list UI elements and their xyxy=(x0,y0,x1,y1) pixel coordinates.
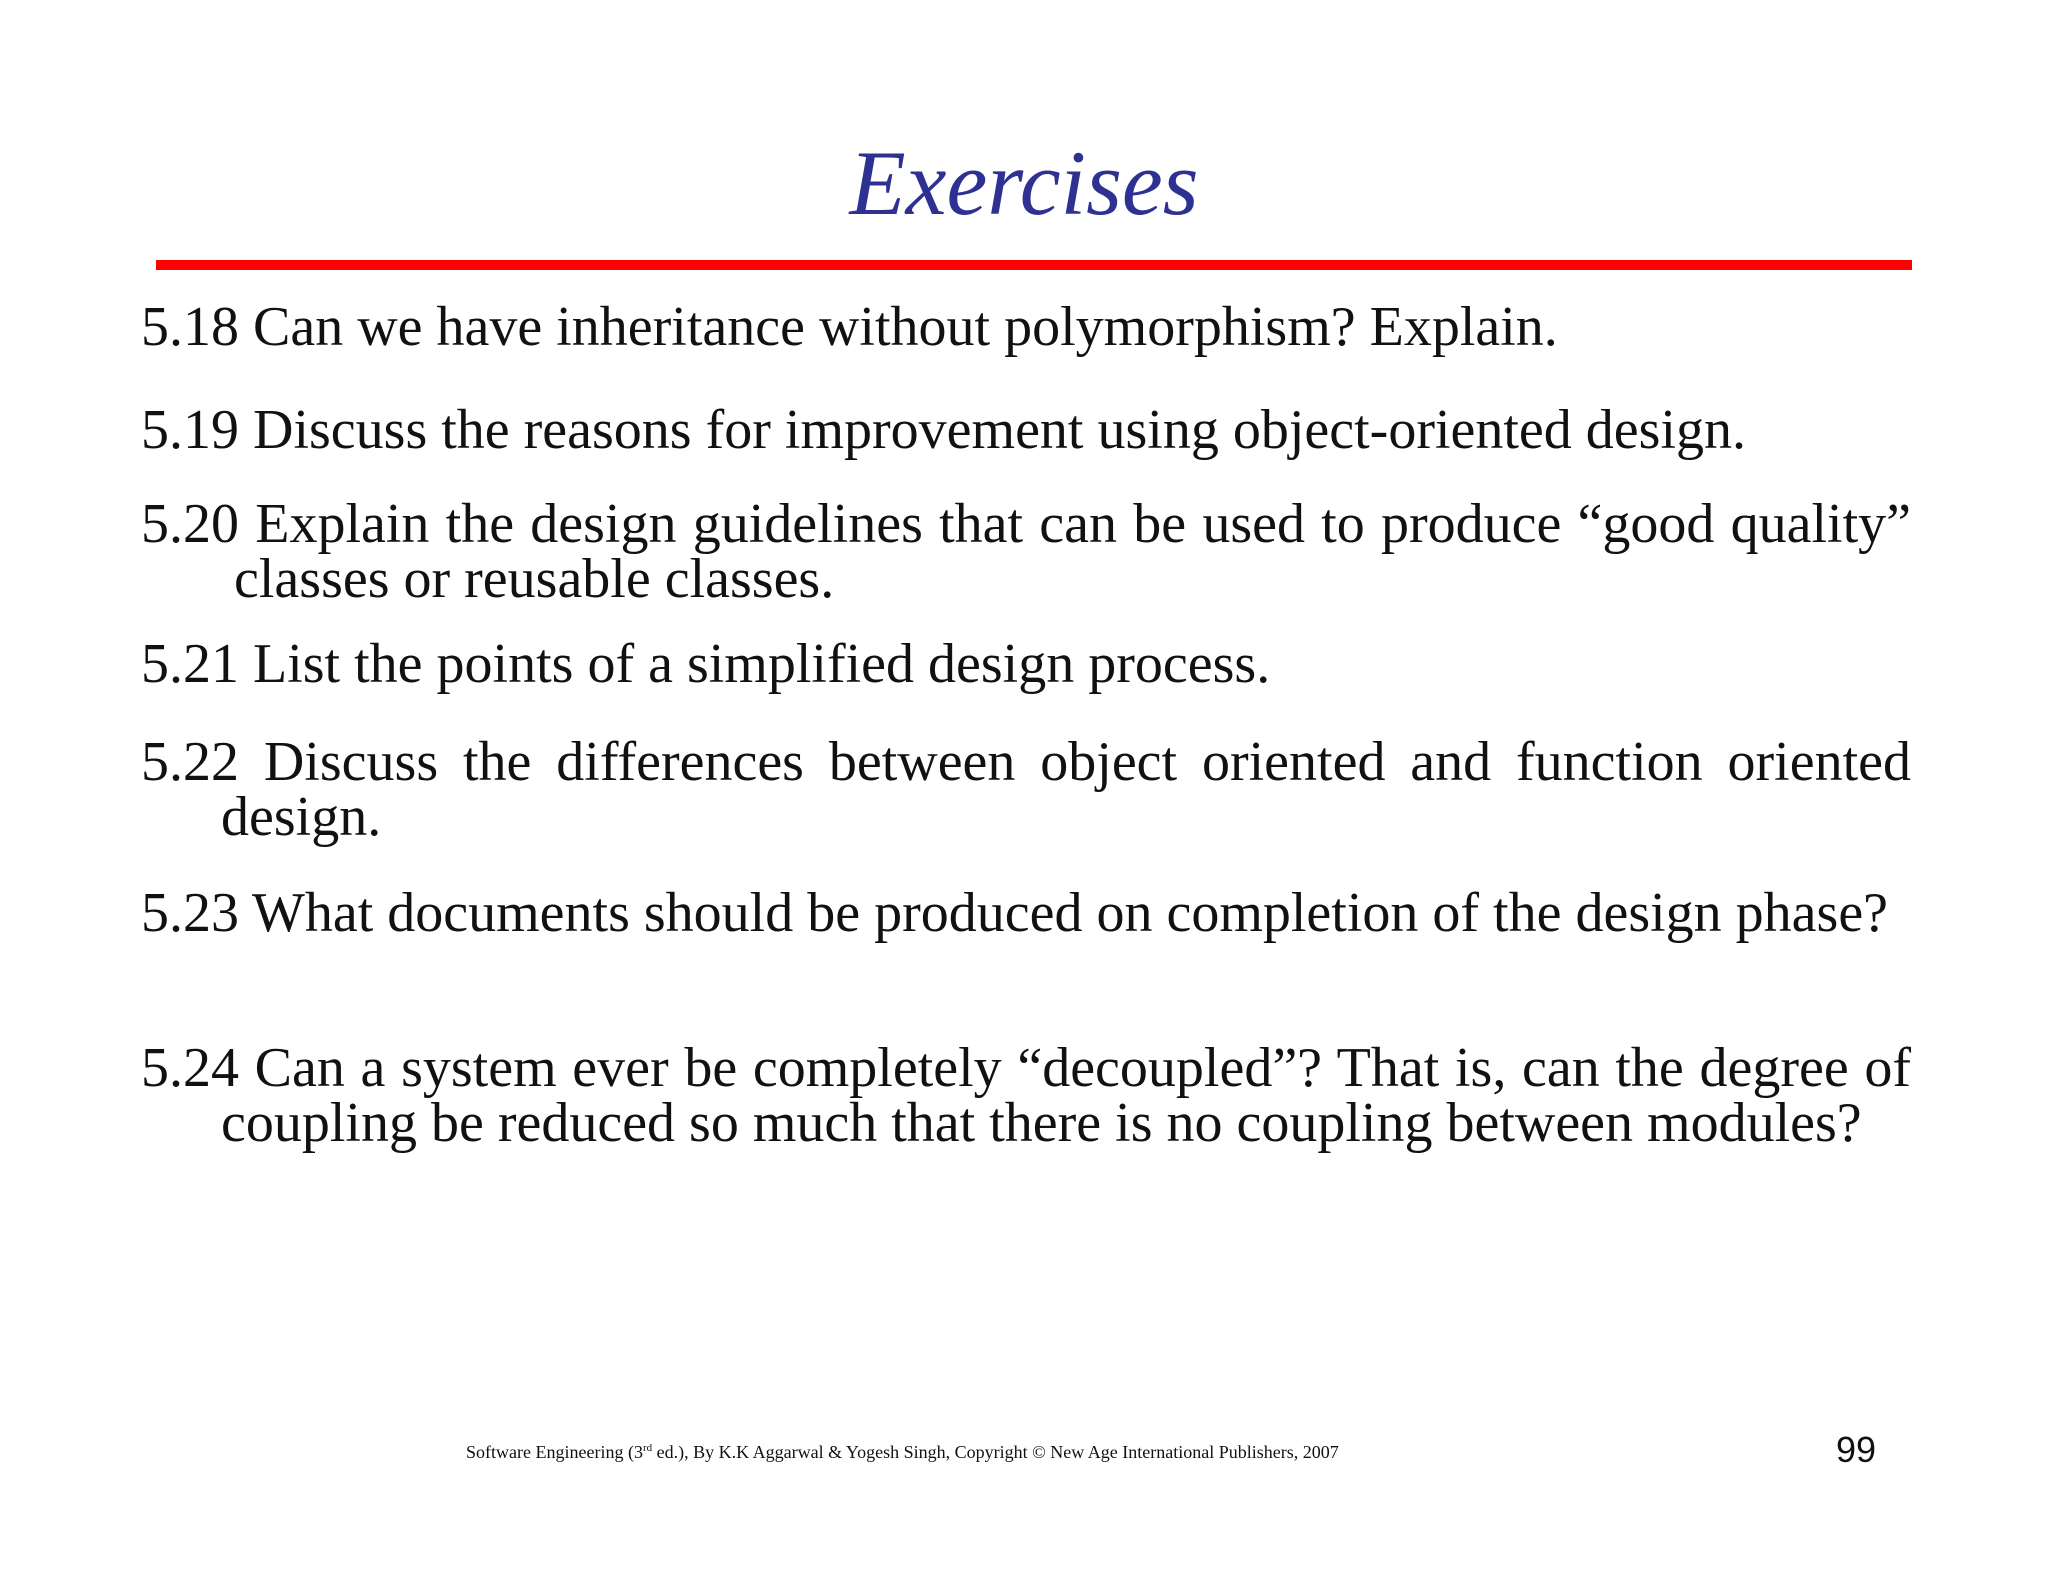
footer-credit xyxy=(466,1440,1339,1464)
footer-credit-suffix: ed.), By K.K Aggarwal & Yogesh Singh, Copyright © New Age International Publishers, 2007 xyxy=(652,1442,1339,1462)
exercise-number: 5.22 xyxy=(141,731,239,793)
footer-credit-prefix: Software Engineering (3 xyxy=(466,1442,643,1462)
exercise-text: Can a system ever be completely “decoupled”? That is, can the degree of coupling be reduced so much that there is no coupling between modules? xyxy=(221,1037,1911,1154)
exercise-text: List the points of a simplified design process. xyxy=(253,633,1271,695)
page-number: 99 xyxy=(1836,1429,1877,1470)
exercise-number: 5.23 xyxy=(141,882,239,944)
exercise-item xyxy=(141,399,1911,461)
exercise-item xyxy=(141,633,1911,695)
exercise-number: 5.24 xyxy=(141,1037,239,1099)
exercise-item xyxy=(141,882,1911,944)
footer-credit-superscript: rd xyxy=(642,1442,653,1454)
exercise-number: 5.19 xyxy=(141,399,239,461)
exercise-text: Explain the design guidelines that can be used to produce “good quality” classes or reusable classes. xyxy=(234,493,1912,610)
exercise-text: What documents should be produced on completion of the design phase? xyxy=(252,882,1889,944)
exercise-text: Can we have inheritance without polymorphism? Explain. xyxy=(253,296,1558,358)
exercise-number: 5.18 xyxy=(141,296,239,358)
title-divider xyxy=(156,260,1912,270)
exercise-number: 5.21 xyxy=(141,633,239,695)
exercise-item xyxy=(141,296,1911,358)
exercise-item xyxy=(141,731,1911,848)
exercise-item xyxy=(141,1037,1911,1154)
exercise-text: Discuss the differences between object oriented and function oriented design. xyxy=(221,731,1911,848)
exercise-text: Discuss the reasons for improvement using object-oriented design. xyxy=(253,399,1746,461)
exercise-item xyxy=(141,493,1912,610)
exercise-number: 5.20 xyxy=(141,493,239,555)
slide-title: Exercises xyxy=(849,132,1199,234)
